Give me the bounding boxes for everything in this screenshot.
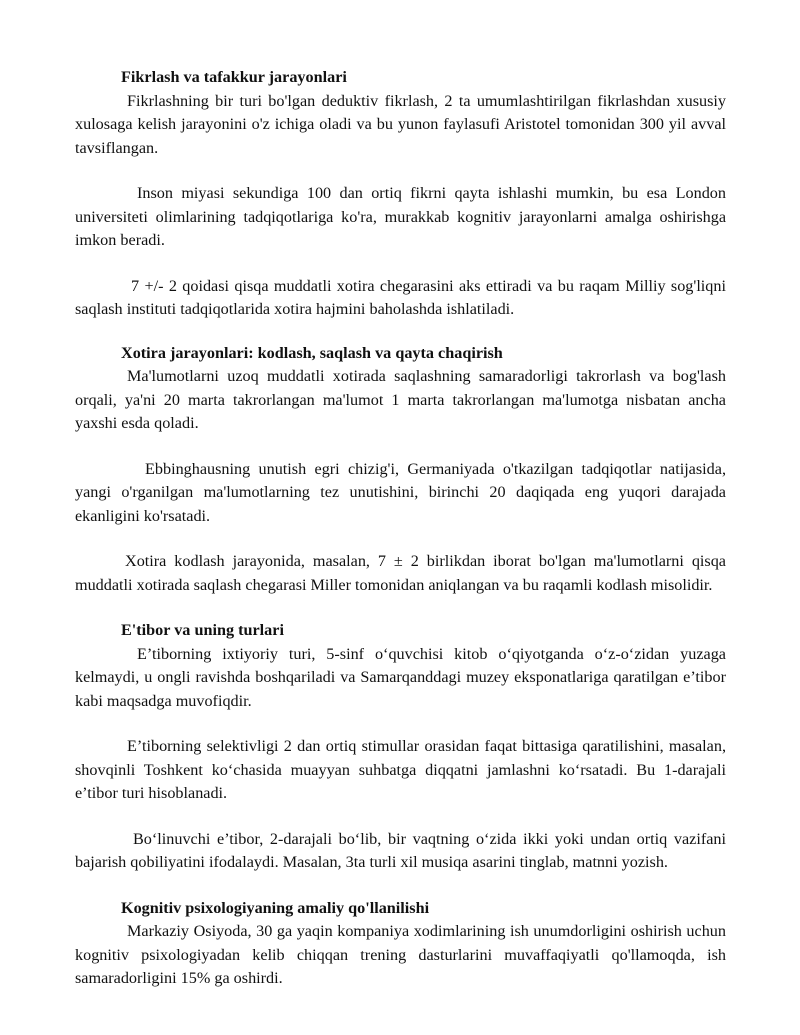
section-heading: Fikrlash va tafakkur jarayonlari [121,68,347,86]
paragraph: 7 +/- 2 qoidasi qisqa muddatli xotira chegarasini aks ettiradi va bu raqam Milliy sog'liqni saqlash instituti tadqiqotlarida xotira hajmini baholashda ishlatiladi. [75,276,726,318]
paragraph: Ebbinghausning unutish egri chizig'i, Germaniyada o'tkazilgan tadqiqotlar natijasida, yangi o'rganilgan ma'lumotlarning tez unutishini, birinchi 20 daqiqada eng yuqori darajada ekanligini ko'rsatadi. [75,459,726,525]
paragraph: E’tiborning selektivligi 2 dan ortiq stimullar orasidan faqat bittasiga qaratilishini, masalan, shovqinli Toshkent ko‘chasida muayyan suhbatga diqqatni jamlashni ko‘rsatadi. Bu 1-darajali e’tibor turi hisoblanadi. [75,737,726,802]
paragraph: Ma'lumotlarni uzoq muddatli xotirada saqlashning samaradorligi takrorlash va bog'lash orqali, ya'ni 20 marta takrorlangan ma'lumot 1 marta takrorlangan ma'lumotga nisbatan ancha yaxshi esda qoladi. [75,367,726,432]
paragraph: E’tiborning ixtiyoriy turi, 5-sinf o‘quvchisi kitob o‘qiyotganda o‘z-o‘zidan yuzaga kelmaydi, u ongli ravishda boshqariladi va Samarqanddagi muzey eksponatlariga qaratilgan e’tibor kabi maqsadga muvofiqdir. [75,644,726,710]
paragraph: Bo‘linuvchi e’tibor, 2-darajali bo‘lib, bir vaqtning o‘zida ikki yoki undan ortiq vazifani bajarish qobiliyatini ifodalaydi. Masalan, 3ta turli xil musiqa asarini tinglab, matnni yozish. [75,829,726,871]
section-heading: E'tibor va uning turlari [121,621,284,639]
section-heading: Kognitiv psixologiyaning amaliy qo'llanilishi [121,898,430,917]
paragraph: Xotira kodlash jarayonida, masalan, 7 ± 2 birlikdan iborat bo'lgan ma'lumotlarni qisqa muddatli xotirada saqlash chegarasi Miller tomonidan aniqlangan va bu raqamli kodlash misolidir. [75,552,726,594]
paragraph: Inson miyasi sekundiga 100 dan ortiq fikrni qayta ishlashi mumkin, bu esa London universiteti olimlarining tadqiqotlariga ko'ra, murakkab kognitiv jarayonlarni amalga oshirishga imkon beradi. [75,184,726,249]
document-page [75,66,726,991]
paragraph: Markaziy Osiyoda, 30 ga yaqin kompaniya xodimlarining ish unumdorligini oshirish uchun kognitiv psixologiyadan kelib chiqqan trening dasturlarini muvaffaqiyatli qo'llamoqda, ish samaradorligini 15% ga oshirdi. [75,922,726,987]
section-heading: Xotira jarayonlari: kodlash, saqlash va qayta chaqirish [121,343,503,362]
paragraph: Fikrlashning bir turi bo'lgan deduktiv fikrlash, 2 ta umumlashtirilgan fikrlashdan xususiy xulosaga kelish jarayonini o'z ichiga oladi va bu yunon faylasufi Aristotel tomonidan 300 yil avval tavsiflangan. [75,91,726,157]
